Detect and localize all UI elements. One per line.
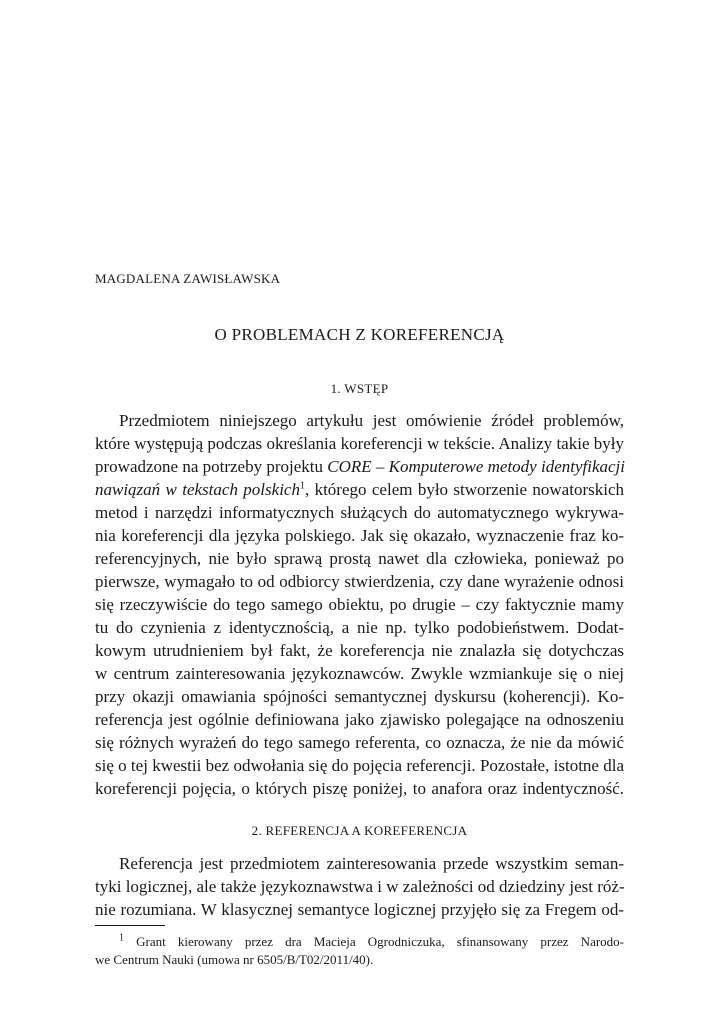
document-page <box>95 0 624 1024</box>
text-line: tyki logicznej, ale także językoznawstwa i w zależności od dziedziny jest róż- <box>95 877 625 896</box>
text-line: przy okazji omawiania spójności semantycznej dyskursu (koherencji). Ko- <box>95 687 624 706</box>
text-line: referencyjnych, nie było sprawą prostą nawet dla człowieka, ponieważ po <box>95 549 624 568</box>
text-span: prowadzone na potrzeby projektu <box>95 457 328 476</box>
footnote-mark: 1 <box>119 932 124 944</box>
section-heading-1: 1. WSTĘP <box>330 381 389 396</box>
text-line: koreferencji pojęcia, o których piszę poniżej, to anafora oraz indentyczność. <box>95 779 624 798</box>
text-line: się rzeczywiście do tego samego obiektu, po drugie – czy faktycznie mamy <box>95 595 624 614</box>
text-line: w centrum zainteresowania językoznawców. Zwykle wzmiankuje się o niej <box>95 664 624 683</box>
text-line: się o tej kwestii bez odwołania się do pojęcia referencji. Pozostałe, istotne dla <box>95 756 624 775</box>
text-line: pierwsze, wymagało to od odbiorcy stwierdzenia, czy dane wyrażenie odnosi <box>95 572 624 591</box>
footnote-divider <box>95 925 165 926</box>
footnote-line: we Centrum Nauki (umowa nr 6505/B/T02/2011/40). <box>95 952 374 967</box>
text-line: kowym utrudnieniem był fakt, że koreferencja nie znalazła się dotychczas <box>95 641 624 660</box>
footnote-line <box>119 933 624 950</box>
text-line: się różnych wyrażeń do tego samego referenta, co oznacza, że nie da mówić <box>95 733 624 752</box>
text-span: Grant kierowany przez dra Macieja Ogrodniczuka, sfinansowany przez Narodo- <box>124 934 624 949</box>
text-line: tu do czynienia z identycznością, a nie np. tylko podobieństwem. Dodat- <box>95 618 624 637</box>
text-line: Przedmiotem niniejszego artykułu jest omówienie źródeł problemów, <box>119 411 624 430</box>
text-line <box>95 457 624 477</box>
author-name: MAGDALENA ZAWISŁAWSKA <box>95 271 281 286</box>
footnote-ref[interactable]: 1 <box>299 480 305 492</box>
text-span: , którego celem było stworzenie nowatorskich <box>304 480 624 499</box>
text-line: metod i narzędzi informatycznych służących do automatycznego wykrywa- <box>95 503 624 522</box>
article-title: O PROBLEMACH Z KOREFERENCJĄ <box>214 325 505 344</box>
project-title-italic: CORE – Komputerowe metody identyfikacji <box>327 457 625 476</box>
project-title-italic: nawiązań w tekstach polskich <box>95 480 300 499</box>
text-line: Referencja jest przedmiotem zainteresowania przede wszystkim seman- <box>119 854 624 873</box>
text-line: nie rozumiana. W klasycznej semantyce logicznej przyjęło się za Fregem od- <box>95 900 624 919</box>
section-heading-2: 2. REFERENCJA A KOREFERENCJA <box>251 823 468 838</box>
text-line <box>95 480 624 500</box>
text-line: nia koreferencji dla języka polskiego. Jak się okazało, wyznaczenie fraz ko- <box>95 526 624 545</box>
text-line: referencja jest ogólnie definiowana jako zjawisko polegające na odnoszeniu <box>95 710 624 729</box>
text-line: które występują podczas określania koreferencji w tekście. Analizy takie były <box>95 434 624 453</box>
